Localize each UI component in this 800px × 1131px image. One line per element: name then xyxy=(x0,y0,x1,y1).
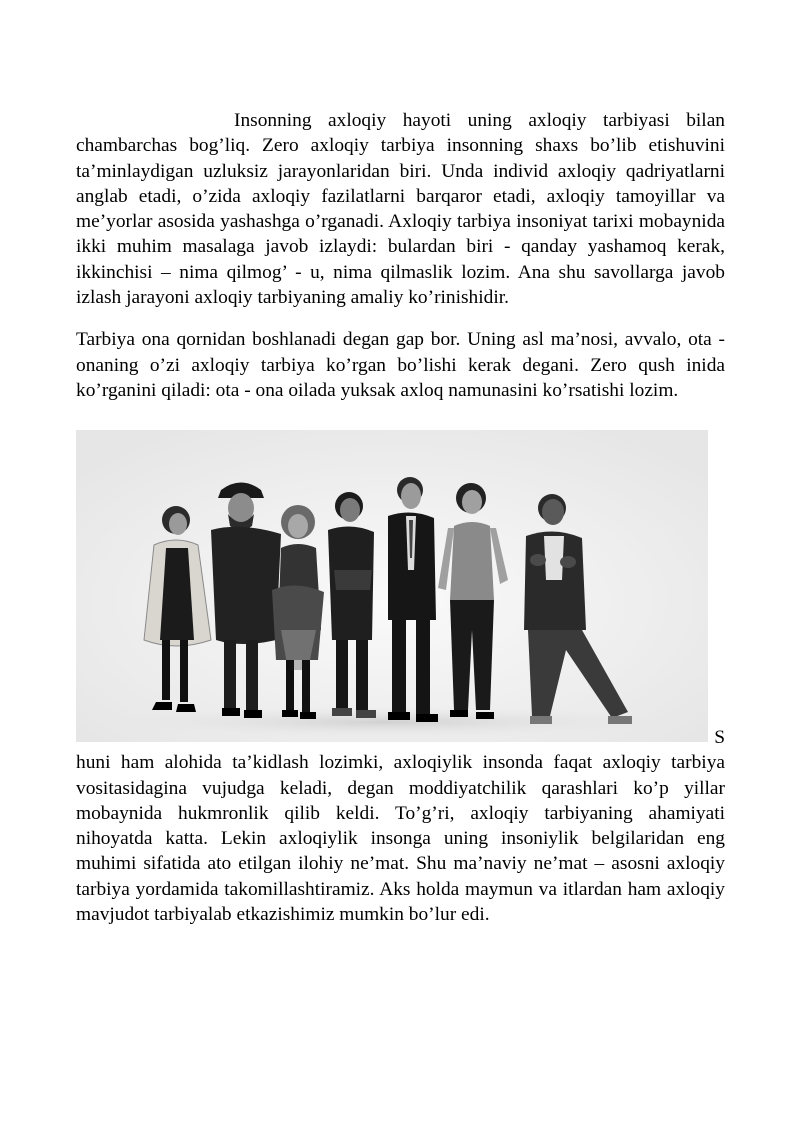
paragraph-3: huni ham alohida ta’kidlash lozimki, axloqiylik insonda faqat axloqiy tarbiya vositasidagina vujudga keladi, degan moddiyatchilik qarashlari ko’p yillar mobaynida hukmronlik qilib keldi. To’g’ri, axloqiy tarbiyaning ahamiyati nihoyatda katta. Lekin axloqiylik insonga uning insoniylik belgilaridan eng muhimi sifatida ato etilgan ilohiy ne’mat. Shu ma’naviy ne’mat – asosni axloqiy tarbiya yordamida takomillashtiramiz. Aks holda maymun va itlardan ham axloqiy mavjudot tarbiyalab etkazishimiz mumkin bo’lur edi. xyxy=(76,752,725,926)
document-page xyxy=(76,108,725,927)
group-photo xyxy=(76,430,708,742)
paragraph-2: Tarbiya ona qornidan boshlanadi degan gap bor. Uning asl ma’nosi, avvalo, ota - onaning o’zi axloqiy tarbiya ko’rgan bo’lishi kerak degani. Zero qush inida ko’rganini qiladi: ota - ona oilada yuksak axloq namunasini ko’rsatishi lozim. xyxy=(76,329,725,401)
figure-row xyxy=(76,430,725,750)
dropcap-letter: S xyxy=(714,727,725,749)
paragraph-1: Insonning axloqiy hayoti uning axloqiy tarbiyasi bilan chambarchas bog’liq. Zero axloqiy tarbiya insonning shaxs bo’lib etishuvini ta’minlaydigan uzluksiz jarayonlaridan biri. Unda individ axloqiy qadriyatlarni anglab etadi, o’zida axloqiy fazilatlarni barqaror etadi, axloqiy tamoyillar va me’yorlar asosida yashashga o’rganadi. Axloqiy tarbiya insoniyat tarixi mobaynida ikki muhim masalaga javob izlaydi: bulardan biri - qanday yashamoq kerak, ikkinchisi – nima qilmog’ - u, nima qilmaslik lozim. Ana shu savollarga javob izlash jarayoni axloqiy tarbiyaning amaliy ko’rinishidir. xyxy=(76,110,725,309)
